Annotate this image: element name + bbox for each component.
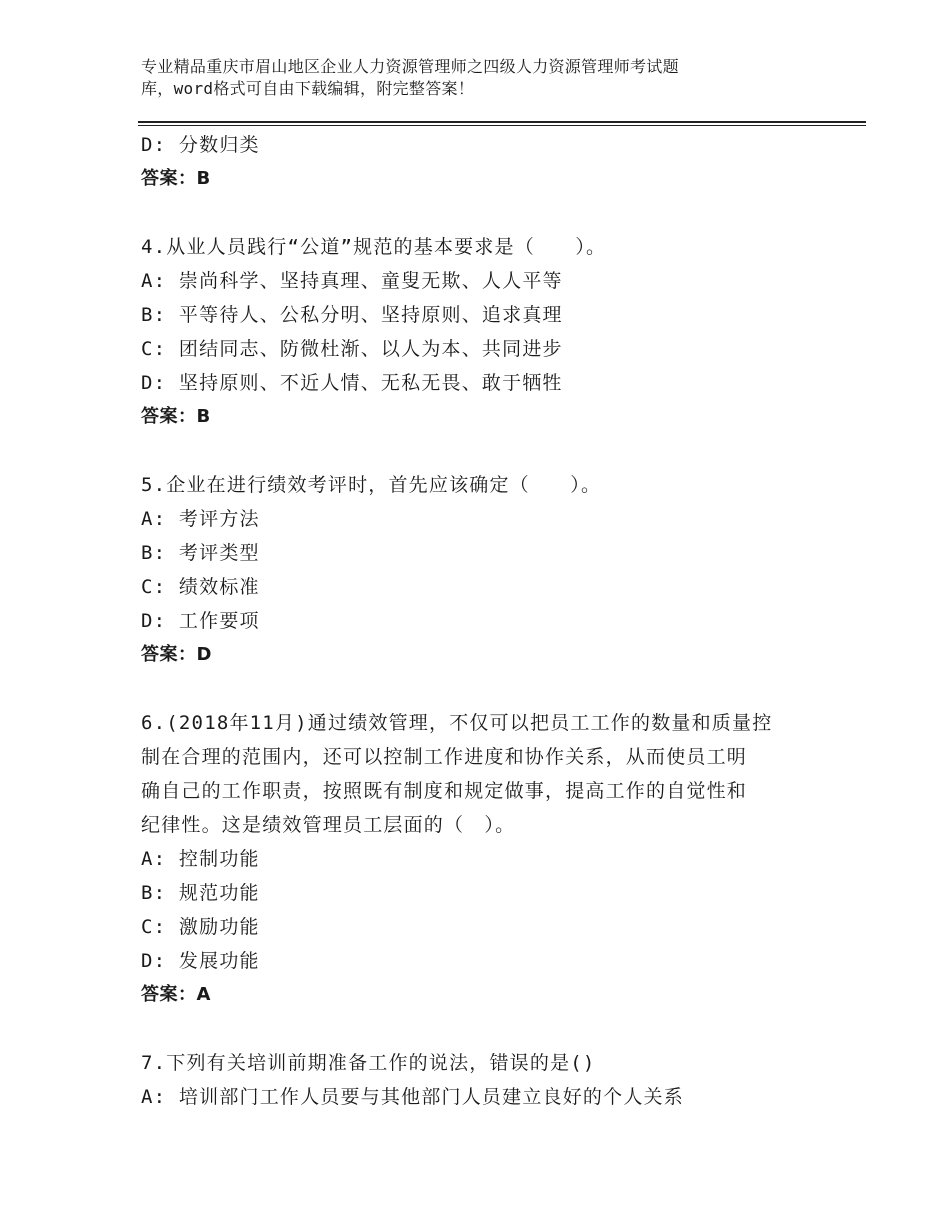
q6-stem-line: 确自己的工作职责，按照既有制度和规定做事，提高工作的自觉性和 [141,780,748,802]
document-header [141,56,781,100]
q4-option-c: C: 团结同志、防微杜渐、以人为本、共同进步 [141,338,563,360]
spacer [141,672,821,706]
q6-option-d: D: 发展功能 [141,950,260,972]
header-rule-thin [138,125,866,126]
q5-option-c: C: 绩效标准 [141,576,260,598]
q4-option-d: D: 坚持原则、不近人情、无私无畏、敢于牺牲 [141,372,563,394]
header-line-1: 专业精品重庆市眉山地区企业人力资源管理师之四级人力资源管理师考试题 [141,57,679,76]
header-line-2: 库，word格式可自由下载编辑，附完整答案！ [141,79,475,98]
q6-option-c: C: 激励功能 [141,916,260,938]
q4-answer: 答案：B [141,406,211,427]
q6-option-b: B: 规范功能 [141,882,260,904]
q4-option-b: B: 平等待人、公私分明、坚持原则、追求真理 [141,304,563,326]
q7-option-a: A: 培训部门工作人员要与其他部门人员建立良好的个人关系 [141,1086,684,1108]
q5-option-a: A: 考评方法 [141,508,260,530]
spacer [141,1012,821,1046]
q4-option-a: A: 崇尚科学、坚持真理、童叟无欺、人人平等 [141,270,563,292]
q5-answer: 答案：D [141,644,212,665]
q6-option-a: A: 控制功能 [141,848,260,870]
q3-answer: 答案：B [141,168,211,189]
q6-stem-line: 制在合理的范围内，还可以控制工作进度和协作关系，从而使员工明 [141,746,748,768]
spacer [141,434,821,468]
q3-option-d: D: 分数归类 [141,134,260,156]
q6-stem-line: 纪律性。这是绩效管理员工层面的（ ）。 [141,814,516,836]
q7-stem: 7.下列有关培训前期准备工作的说法，错误的是() [141,1052,596,1074]
document-body [141,128,821,1114]
q6-stem-line: 6.(2018年11月)通过绩效管理，不仅可以把员工工作的数量和质量控 [141,712,773,734]
q6-answer: 答案：A [141,984,211,1005]
spacer [141,196,821,230]
q5-option-d: D: 工作要项 [141,610,260,632]
q4-stem: 4.从业人员践行“公道”规范的基本要求是（ ）。 [141,236,607,258]
q5-stem: 5.企业在进行绩效考评时，首先应该确定（ ）。 [141,474,602,496]
header-rule-thick [138,121,866,123]
q5-option-b: B: 考评类型 [141,542,260,564]
